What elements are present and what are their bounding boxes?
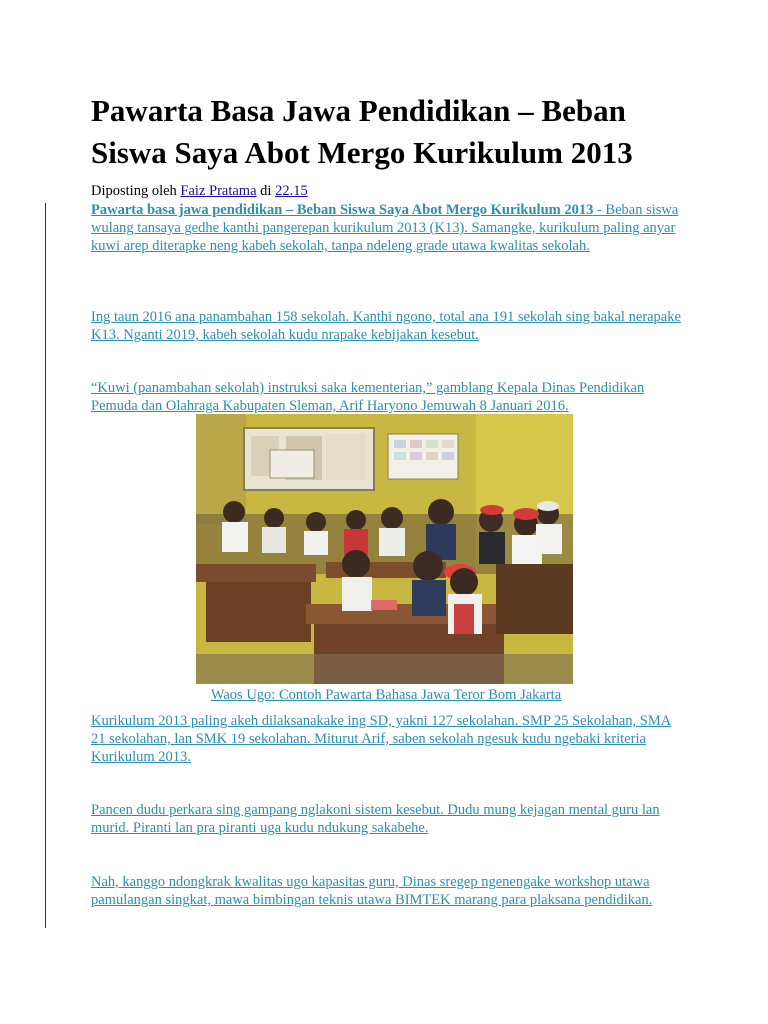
paragraph-5[interactable]: [91, 801, 681, 837]
paragraph-2[interactable]: [91, 308, 681, 344]
paragraph-3[interactable]: [91, 379, 681, 415]
image-caption[interactable]: [91, 686, 681, 704]
paragraph-2-text[interactable]: Ing taun 2016 ana panambahan 158 sekolah. Kanthi ngono, total ana 191 sekolah sing bakal nerapake K13. Nganti 2019, kabeh sekolah kudu nrapake kebijakan kesebut.: [91, 309, 681, 343]
author-link[interactable]: Faiz Pratama: [180, 183, 257, 199]
paragraph-6-text[interactable]: Nah, kanggo ndongkrak kwalitas ugo kapasitas guru, Dinas sregep ngenengake workshop utawa pamulangan singkat, mawa bimbingan teknis utawa BIMTEK marang para plaksana pendidikan.: [91, 874, 653, 908]
paragraph-1-text[interactable]: - Beban siswa wulang tansaya gedhe kanthi pangerepan kurikulum 2013 (K13). Samangke, kurikulum paling anyar kuwi arep diterapke neng kabeh sekolah, tanpa ndeleng grade utawa kwalitas sekolah.: [91, 202, 679, 254]
paragraph-5-text[interactable]: Pancen dudu perkara sing gampang nglakoni sistem kesebut. Dudu mung kejagan mental guru lan murid. Piranti lan pra piranti uga kudu ndukung sakabehe.: [91, 802, 660, 836]
paragraph-4[interactable]: [91, 712, 681, 766]
lead-link[interactable]: Pawarta basa jawa pendidikan – Beban Siswa Saya Abot Mergo Kurikulum 2013: [91, 202, 594, 218]
paragraph-3-text[interactable]: “Kuwi (panambahan sekolah) instruksi saka kementerian,” gamblang Kepala Dinas Pendidikan Pemuda dan Olahraga Kabupaten Sleman, Arif Haryono Jemuwah 8 Januari 2016.: [91, 380, 645, 414]
post-meta: [91, 182, 308, 200]
paragraph-1[interactable]: [91, 201, 681, 255]
paragraph-6[interactable]: [91, 873, 681, 909]
classroom-photo: [196, 414, 573, 684]
time-link[interactable]: 22.15: [275, 183, 308, 199]
article-title: Pawarta Basa Jawa Pendidikan – Beban Siswa Saya Abot Mergo Kurikulum 2013: [91, 93, 633, 170]
paragraph-4-text[interactable]: Kurikulum 2013 paling akeh dilaksanakake ing SD, yakni 127 sekolahan. SMP 25 Sekolahan, SMA 21 sekolahan, lan SMK 19 sekolahan. Miturut Arif, saben sekolah ngesuk kudu ngebaki kriteria Kurikulum 2013.: [91, 713, 672, 765]
margin-rule: [45, 203, 46, 928]
meta-prefix: Diposting oleh: [91, 183, 177, 199]
meta-middle: di: [260, 183, 272, 199]
caption-link[interactable]: Waos Ugo: Contoh Pawarta Bahasa Jawa Teror Bom Jakarta: [210, 687, 562, 703]
